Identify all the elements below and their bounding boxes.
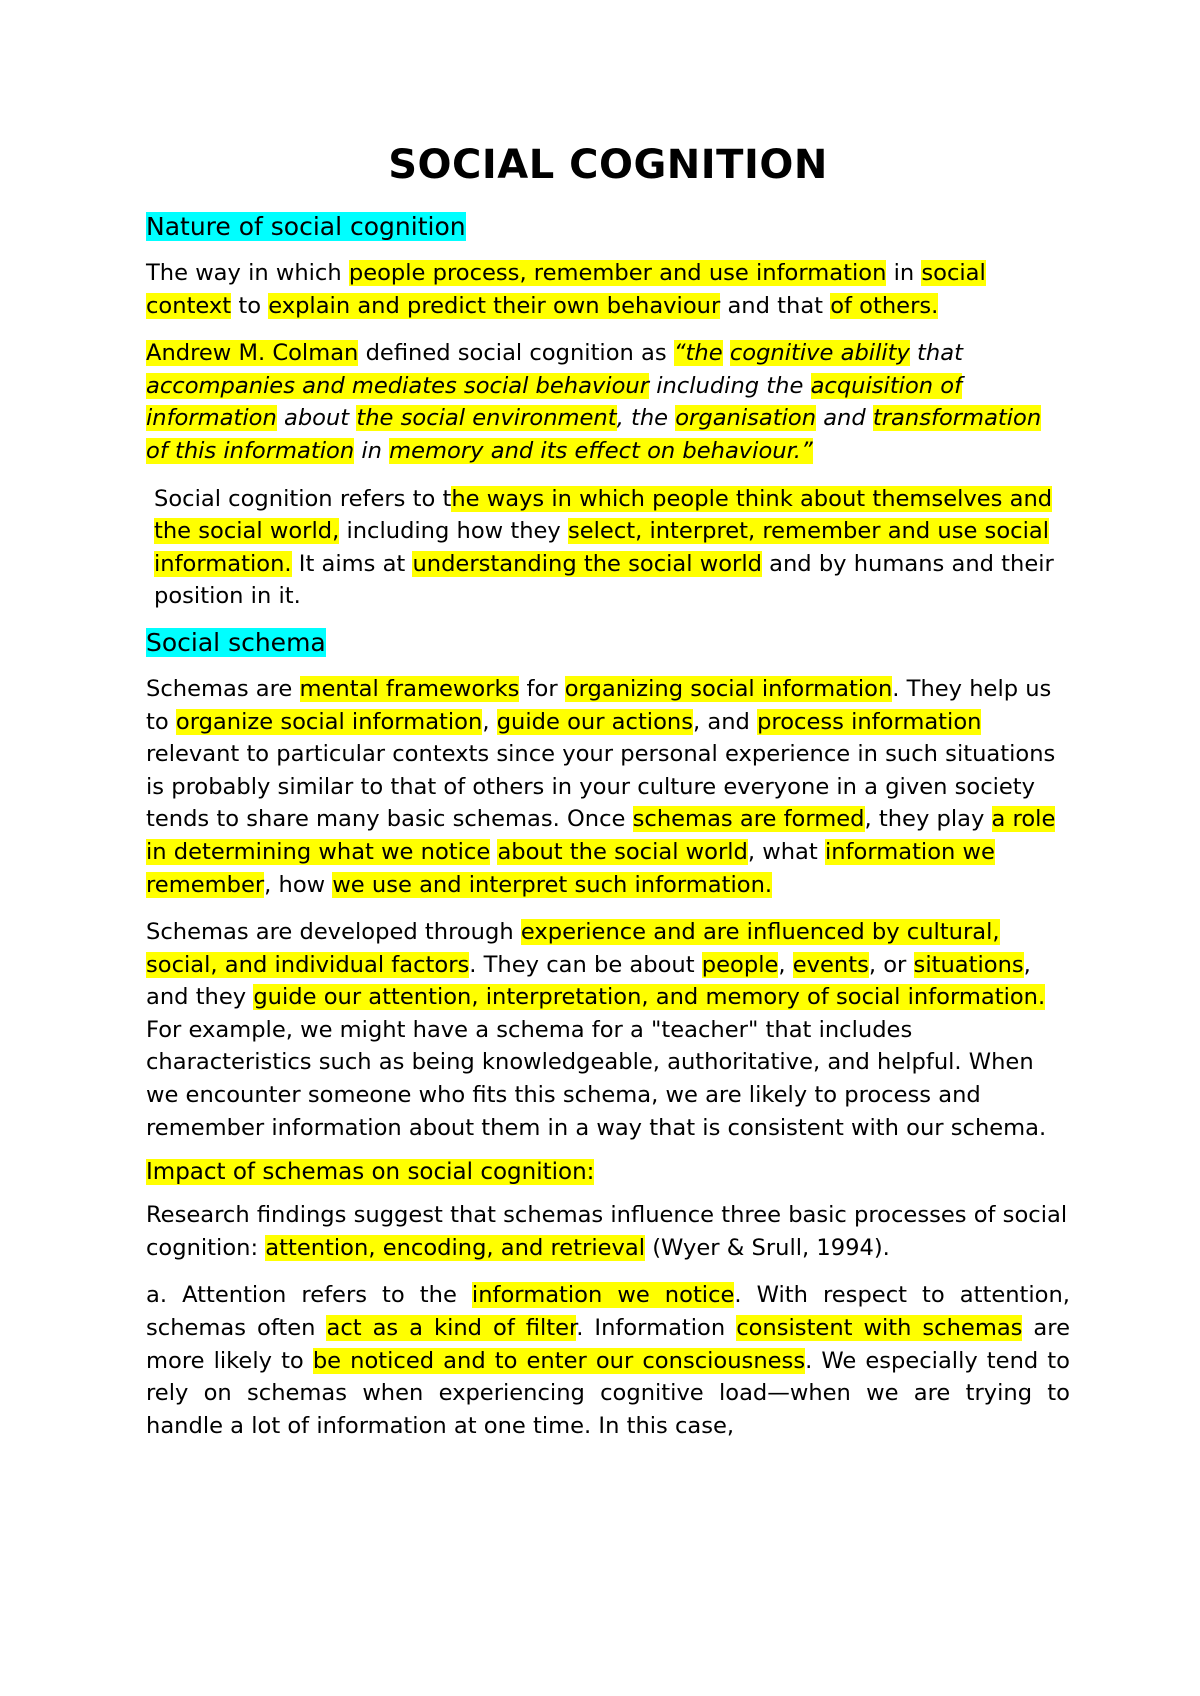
text-run: , they play [864, 806, 992, 833]
page-title: SOCIAL COGNITION [388, 142, 828, 188]
text-run: and [816, 405, 873, 432]
text-run: are more likely to [146, 1315, 1070, 1374]
highlighted-text: of others. [830, 292, 939, 319]
text-run: to [231, 292, 269, 319]
highlighted-text: explain and predict their own behaviour [268, 292, 721, 319]
text-run: . They can be about [469, 951, 702, 978]
highlighted-text: information we notice [471, 1282, 735, 1309]
paragraph-research-findings [146, 1199, 1070, 1264]
paragraph-definition [146, 257, 1070, 322]
text-run: . With respect to attention, schemas often [146, 1282, 1070, 1342]
text-run: , [482, 708, 497, 735]
highlighted-text: we use and interpret such information. [332, 871, 773, 898]
text-run: , and they [146, 951, 1031, 1011]
highlighted-text: mental frameworks [299, 675, 520, 702]
highlighted-text: consistent with schemas [736, 1315, 1023, 1342]
section-heading-social-schema [146, 628, 1070, 657]
highlighted-text: cognitive ability [729, 340, 910, 367]
paragraph-schemas-frameworks [146, 673, 1070, 901]
text-run: It aims at [291, 550, 413, 577]
text-run: For example, we might have a schema for a "teacher" that includes characteristics such as being knowledgeable, authoritative, and helpful. When we encounter someone who fits this schema, we are likely to process and remember information about them in a way that is consistent with our schema. [146, 1016, 1047, 1141]
text-run: Schemas are [146, 675, 300, 702]
highlighted-text: situations [913, 951, 1024, 978]
highlighted-text: guide our actions [496, 708, 693, 735]
text-run: that [909, 340, 963, 367]
text-run: for [519, 675, 565, 702]
highlighted-text: people [701, 951, 779, 978]
highlighted-text: attention, encoding, and retrieval [265, 1234, 646, 1261]
highlighted-text: organisation [675, 405, 817, 432]
paragraph-social-cognition-refers [146, 483, 1070, 613]
text-run: , and [693, 708, 758, 735]
highlighted-text: accompanies and mediates social behaviour [146, 372, 650, 399]
highlighted-text: transformation of this information [146, 405, 1042, 464]
highlighted-text: act as a kind of filter [326, 1315, 577, 1342]
highlighted-text: experience and are influenced by cultural, social, and individual factors [146, 919, 1000, 978]
text-run: , what [747, 838, 825, 865]
text-run: and by humans and their position in it. [154, 550, 1054, 610]
text-run: a. Attention refers to the [146, 1282, 472, 1309]
text-run: in [354, 437, 390, 464]
highlighted-text: understanding the social world [412, 550, 762, 577]
text-run: in [886, 260, 922, 286]
section-heading-label: Social schema [146, 627, 326, 657]
text-run: , or [868, 951, 914, 978]
text-run: and that [720, 292, 831, 319]
text-run: , how [264, 871, 333, 898]
highlighted-text: social context [146, 260, 986, 319]
paragraph-attention [146, 1279, 1070, 1442]
highlighted-text: acquisition of information [146, 372, 963, 432]
section-heading-nature [146, 212, 1070, 241]
highlighted-text: schemas are formed [632, 806, 865, 833]
text-run: defined social cognition as [358, 340, 674, 367]
highlighted-text: memory and its effect on behaviour.” [389, 437, 813, 464]
text-run: The way in which [146, 260, 349, 286]
text-run: . They help us to [146, 675, 1052, 735]
text-run: , the [616, 405, 676, 432]
section-heading-label: Impact of schemas on social cognition: [146, 1159, 595, 1186]
highlighted-text: select, interpret, remember and use social information. [154, 518, 1049, 577]
section-heading-impact [146, 1159, 1070, 1185]
paragraph-colman-definition [146, 337, 1070, 467]
highlighted-text: about the social world [497, 838, 748, 865]
highlighted-text: organizing social information [564, 675, 893, 702]
paragraph-schemas-developed [146, 916, 1070, 1144]
text-run: relevant to particular contexts since your personal experience in such situations is probably similar to that of others in your culture everyone in a given society tends to share many basic schemas. Once [146, 741, 1056, 833]
text-run: about [276, 405, 357, 432]
text-run: , [778, 951, 793, 978]
highlighted-text: Andrew M. Colman [146, 340, 359, 367]
highlighted-text: a role in determining what we notice [146, 806, 1056, 865]
text-run: Schemas are developed through [146, 919, 521, 946]
highlighted-text: “the [673, 340, 723, 367]
highlighted-text: people process, remember and use information [348, 260, 887, 286]
text-run [723, 340, 730, 366]
highlighted-text: guide our attention, interpretation, and memory of social information. [253, 984, 1046, 1011]
text-run: including the [649, 372, 811, 399]
section-heading-label: Nature of social cognition [146, 212, 466, 241]
text-run: . Information [576, 1315, 737, 1342]
text-run: including how they [339, 518, 568, 545]
highlighted-text: the social environment [356, 405, 617, 432]
highlighted-text: information we remember [146, 838, 995, 898]
text-run: (Wyer & Srull, 1994). [645, 1234, 890, 1261]
highlighted-text: be noticed and to enter our consciousness [312, 1347, 806, 1374]
highlighted-text: events [792, 951, 869, 978]
text-run: Social cognition refers to t [154, 485, 452, 512]
highlighted-text: he ways in which people think about themselves and the social world, [154, 485, 1053, 545]
highlighted-text: organize social information [175, 708, 483, 735]
text-run: Research findings suggest that schemas influence three basic processes of social cognition: [146, 1202, 1068, 1261]
highlighted-text: process information [757, 708, 982, 735]
text-run: . We especially tend to rely on schemas when experiencing cognitive load—when we are trying to handle a lot of information at one time. In this case, [146, 1347, 1070, 1439]
